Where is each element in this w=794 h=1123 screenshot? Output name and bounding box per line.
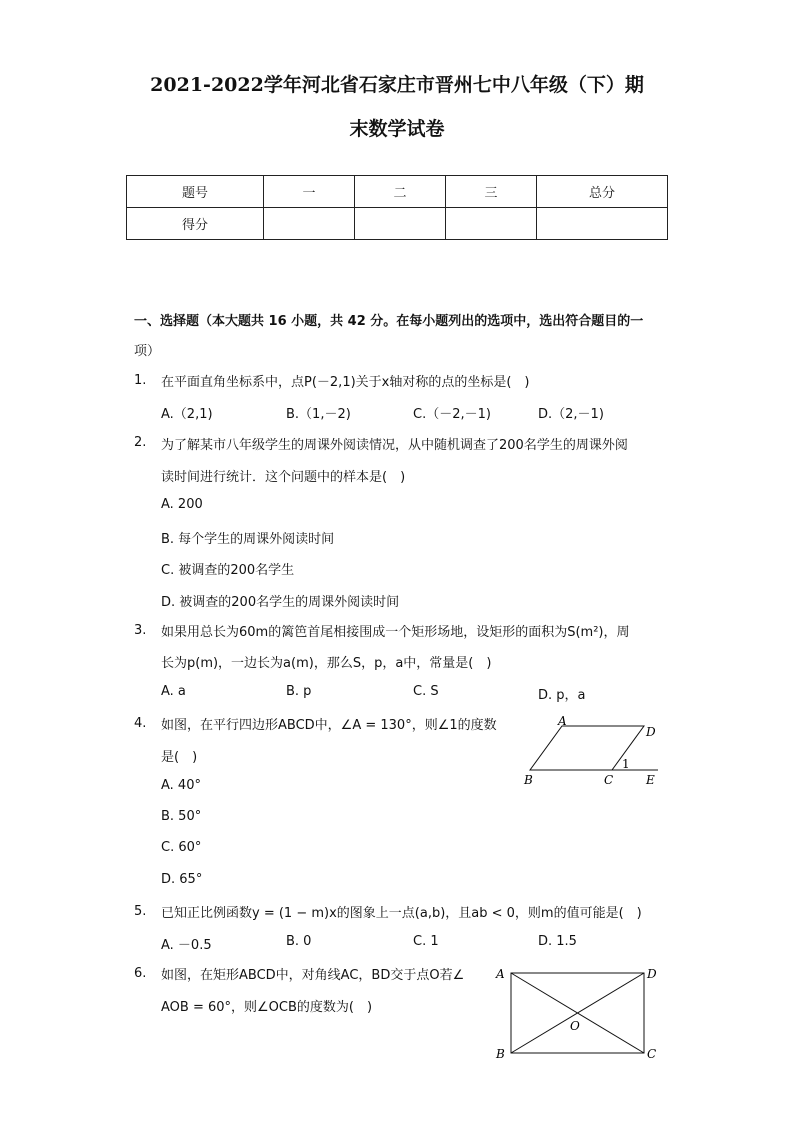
section-heading-cont: 项）: [134, 344, 161, 359]
label-a: A: [496, 967, 505, 981]
question-text: 如图，在矩形ABCD中，对角线AC，BD交于点O若∠: [161, 968, 465, 983]
parallelogram-figure: [518, 712, 668, 792]
option-a[interactable]: A.（2,1): [161, 407, 213, 422]
score-table-row: [127, 208, 668, 240]
label-d: D: [646, 725, 656, 739]
question-text: 为了解某市八年级学生的周课外阅读情况，从中随机调查了200名学生的周课外阅: [161, 438, 628, 453]
score-cell[interactable]: [537, 208, 668, 240]
label-c: C: [647, 1047, 657, 1061]
question-number: 2.: [134, 435, 147, 450]
question-text: 在平面直角坐标系中，点P(－2,1)关于x轴对称的点的坐标是( ): [161, 375, 530, 390]
label-b: B: [524, 773, 533, 787]
option-d[interactable]: D. 65°: [161, 872, 203, 887]
section-heading: 一、选择题（本大题共 16 小题，共 42 分。在每小题列出的选项中，选出符合题目的一: [134, 314, 644, 329]
option-c[interactable]: C. 60°: [161, 840, 202, 855]
question-number: 4.: [134, 716, 147, 731]
label-c: C: [604, 773, 614, 787]
score-header-cell: 三: [446, 176, 537, 208]
score-table-header-row: [127, 176, 668, 208]
option-d[interactable]: D. 被调查的200名学生的周课外阅读时间: [161, 595, 400, 610]
option-d[interactable]: D. p，a: [538, 688, 586, 703]
option-c[interactable]: C.（－2,－1): [413, 407, 491, 422]
score-table: [126, 175, 668, 240]
question-text: AOB = 60°，则∠OCB的度数为( ): [161, 1000, 373, 1015]
question-text: 已知正比例函数y = (1 − m)x的图象上一点(a,b)，且ab < 0，则m的值可能是( ): [161, 906, 642, 921]
question-number: 1.: [134, 373, 147, 388]
option-c[interactable]: C. 1: [413, 934, 439, 949]
score-cell[interactable]: [446, 208, 537, 240]
question-text: 如果用总长为60m的篱笆首尾相接围成一个矩形场地，设矩形的面积为S(m²)，周: [161, 625, 630, 640]
question-number: 6.: [134, 966, 147, 981]
label-d: D: [647, 967, 657, 981]
option-b[interactable]: B.（1,－2): [286, 407, 351, 422]
option-c[interactable]: C. S: [413, 684, 439, 699]
score-header-cell: 总分: [537, 176, 668, 208]
score-row-label: 得分: [127, 208, 264, 240]
question-text: 读时间进行统计．这个问题中的样本是( ): [161, 470, 406, 485]
question-number: 3.: [134, 623, 147, 638]
score-cell[interactable]: [264, 208, 355, 240]
label-e: E: [646, 773, 655, 787]
question-number: 5.: [134, 904, 147, 919]
option-d[interactable]: D. 1.5: [538, 934, 577, 949]
option-b[interactable]: B. 50°: [161, 809, 202, 824]
option-b[interactable]: B. 0: [286, 934, 312, 949]
option-a[interactable]: A. 40°: [161, 778, 201, 793]
question-text: 是( ): [161, 750, 198, 765]
title-line-1: 2021-2022学年河北省石家庄市晋州七中八年级（下）期: [150, 74, 644, 96]
label-o: O: [570, 1019, 580, 1033]
option-b[interactable]: B. 每个学生的周课外阅读时间: [161, 532, 335, 547]
score-cell[interactable]: [355, 208, 446, 240]
label-angle-1: 1: [622, 757, 630, 771]
question-text: 如图，在平行四边形ABCD中，∠A = 130°，则∠1的度数: [161, 718, 497, 733]
score-header-cell: 一: [264, 176, 355, 208]
option-a[interactable]: A. a: [161, 684, 186, 699]
label-a: A: [558, 714, 567, 728]
option-a[interactable]: A. －0.5: [161, 938, 212, 953]
option-a[interactable]: A. 200: [161, 497, 203, 512]
title-line-2: 末数学试卷: [349, 118, 445, 140]
label-b: B: [496, 1047, 505, 1061]
question-text: 长为p(m)，一边长为a(m)，那么S，p，a中，常量是( ): [161, 656, 492, 671]
option-d[interactable]: D.（2,－1): [538, 407, 604, 422]
option-b[interactable]: B. p: [286, 684, 312, 699]
score-header-cell: 二: [355, 176, 446, 208]
score-header-cell: 题号: [127, 176, 264, 208]
option-c[interactable]: C. 被调查的200名学生: [161, 563, 295, 578]
rectangle-figure: [492, 962, 668, 1062]
